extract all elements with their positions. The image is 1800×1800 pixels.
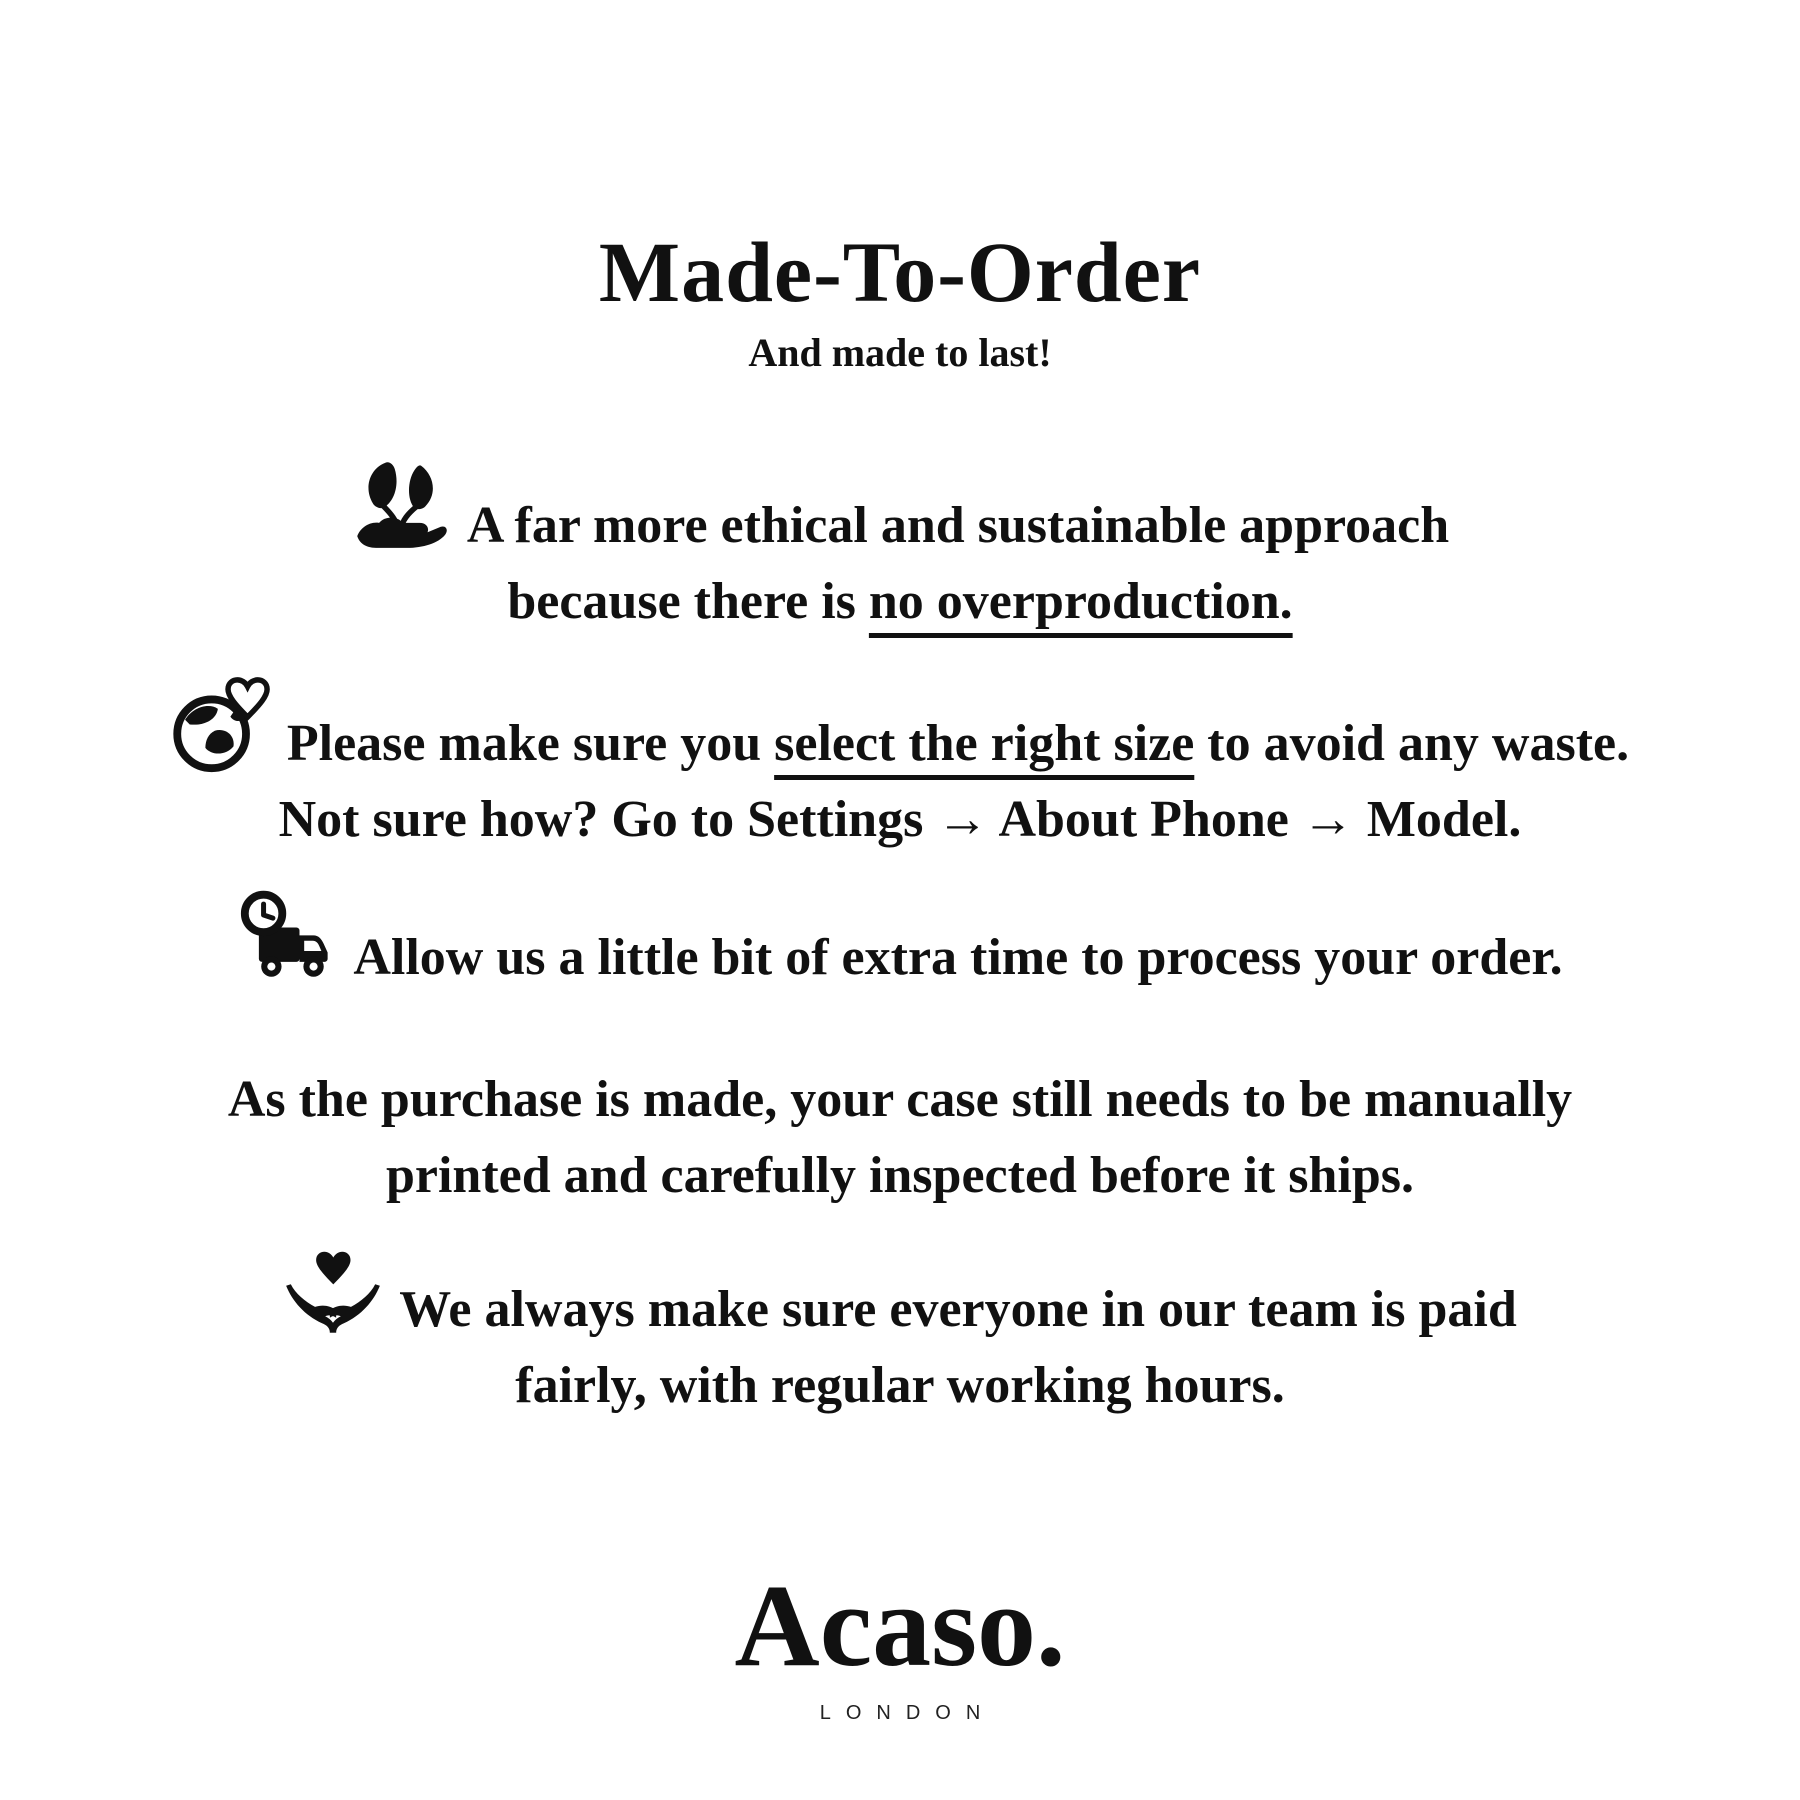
- brand-logo: [0, 1560, 1800, 1725]
- globe-with-heart-icon: [171, 752, 271, 760]
- sizing-line-2: Not sure how? Go to Settings → About Phone → Model.: [278, 791, 1522, 848]
- header: [0, 0, 1800, 376]
- sustainability-underlined-phrase: no overproduction.: [868, 573, 1293, 630]
- brand-city: LONDON: [819, 1702, 996, 1724]
- fairness-line-1: We always make sure everyone in our team is paid: [399, 1281, 1517, 1338]
- hands-holding-heart-icon: [283, 1318, 383, 1326]
- section-sustainability: [0, 488, 1800, 640]
- sizing-line-1-pre: Please make sure you: [286, 715, 775, 772]
- manual-work-line-1: As the purchase is made, your case still needs to be manually: [227, 1071, 1573, 1128]
- page-title: Made-To-Order: [598, 224, 1202, 320]
- brand-name: Acaso.: [734, 1560, 1066, 1691]
- hand-holding-seedling-icon: [351, 534, 451, 542]
- section-processing: [0, 920, 1800, 996]
- sustainability-line-2: because there is: [507, 573, 869, 630]
- section-sizing: [0, 706, 1800, 858]
- page-subtitle: And made to last!: [748, 330, 1052, 375]
- sizing-line-1-post: to avoid any waste.: [1194, 715, 1630, 772]
- sustainability-line-1: A far more ethical and sustainable approach: [466, 497, 1450, 554]
- section-manual-work: [0, 1062, 1800, 1214]
- sizing-underlined-phrase: select the right size: [774, 715, 1195, 772]
- section-fairness: [0, 1272, 1800, 1424]
- fairness-line-2: fairly, with regular working hours.: [515, 1357, 1285, 1414]
- manual-work-line-2: printed and carefully inspected before it ships.: [385, 1147, 1414, 1204]
- processing-line-1: Allow us a little bit of extra time to process your order.: [353, 929, 1563, 986]
- truck-with-clock-icon: [237, 966, 337, 974]
